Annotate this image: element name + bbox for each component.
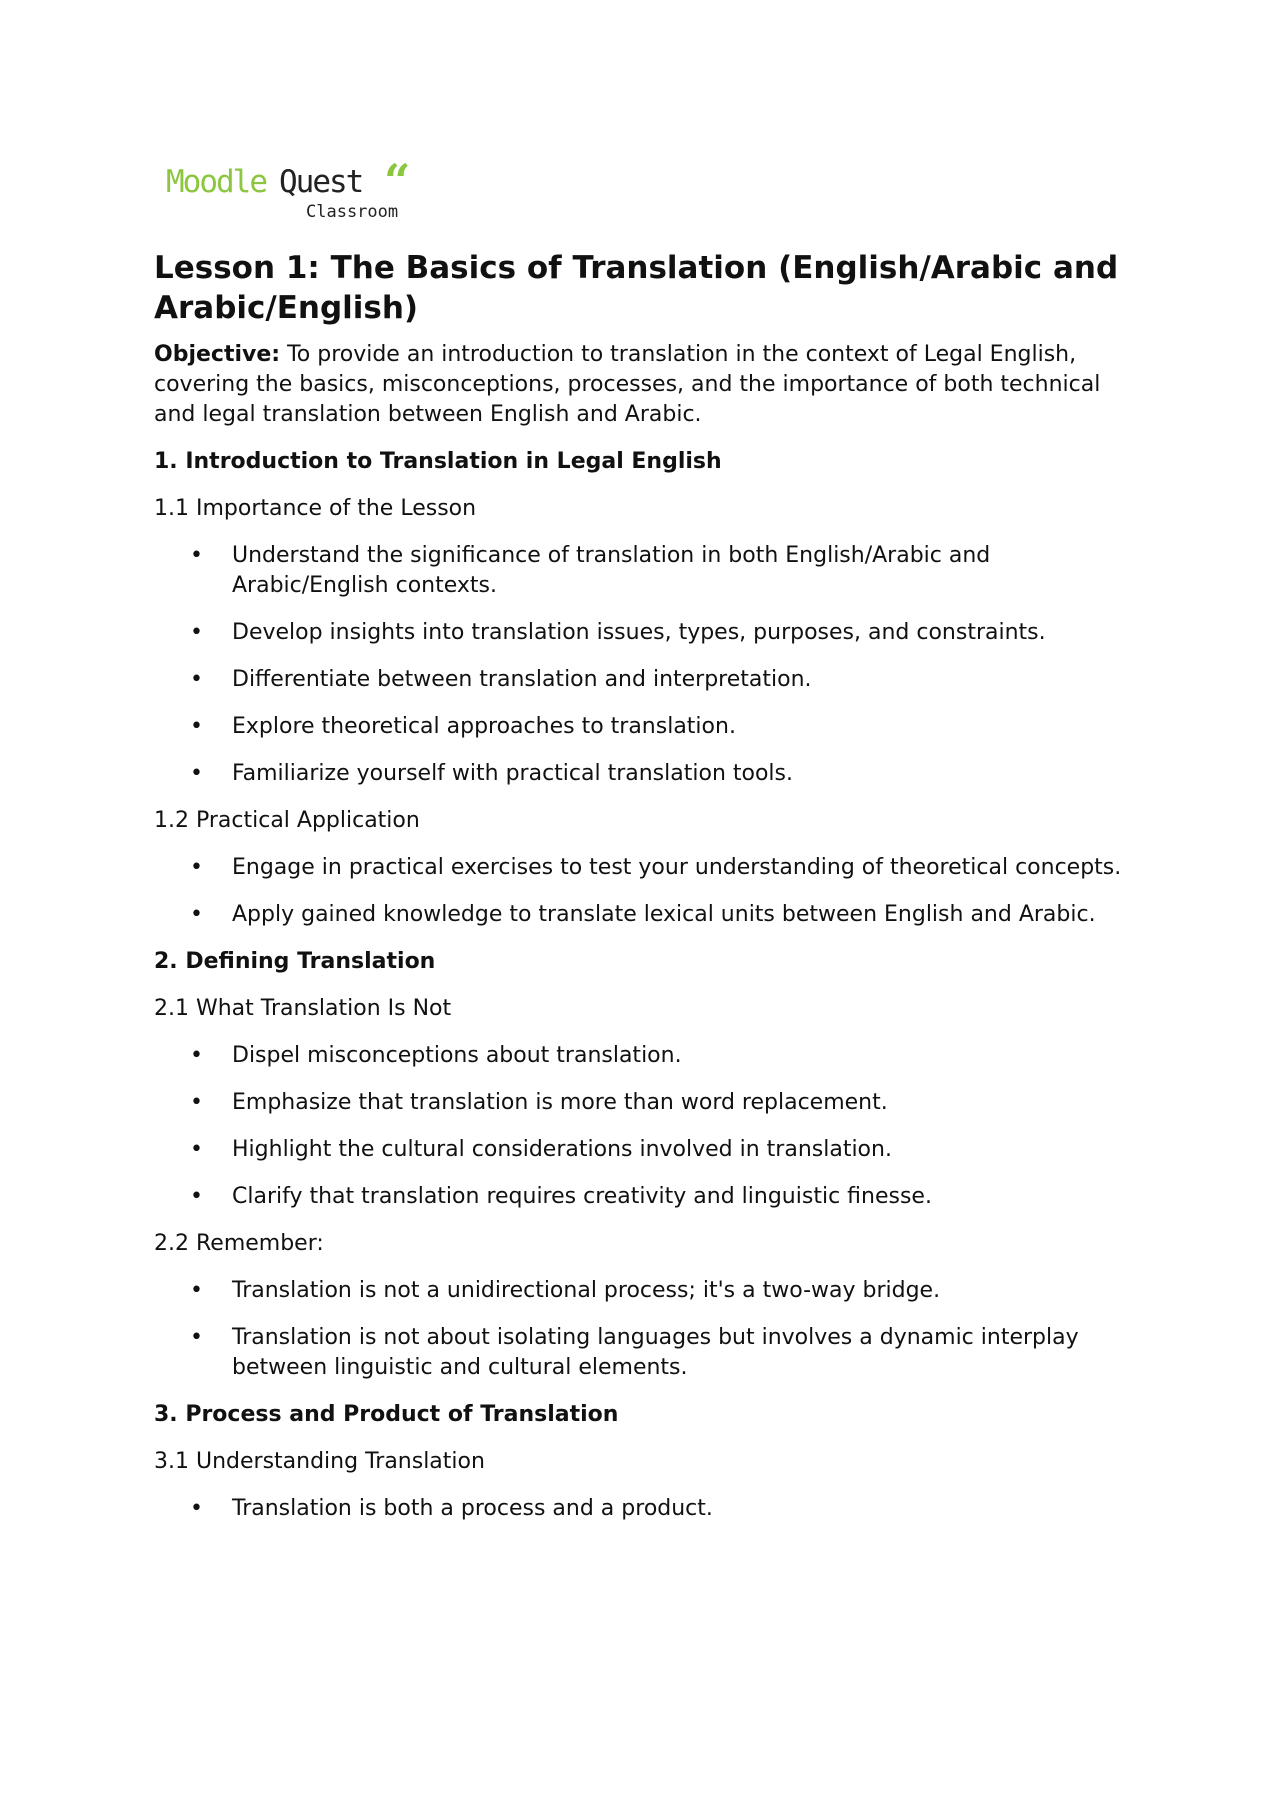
bullet-icon: • (190, 1325, 203, 1350)
list-item (154, 712, 1144, 742)
bullet-icon: • (190, 620, 203, 645)
bullet-icon: • (190, 1043, 203, 1068)
quote-icon: “ (384, 154, 411, 208)
section-heading-1: 1. Introduction to Translation in Legal English (154, 449, 722, 474)
subsection-title-1-2: 1.2 Practical Application (154, 808, 420, 833)
moodlequest-logo (166, 154, 426, 224)
subsection-title-2-1: 2.1 What Translation Is Not (154, 996, 452, 1021)
bullet-icon: • (190, 902, 203, 927)
objective-label: Objective: (154, 342, 281, 367)
subsection-title-1-1: 1.1 Importance of the Lesson (154, 496, 477, 521)
bullet-icon: • (190, 1278, 203, 1303)
list-item-text: Differentiate between translation and interpretation. (232, 667, 812, 692)
bullet-list-2-2 (154, 1276, 1144, 1383)
list-item (154, 1323, 1144, 1383)
list-item (154, 759, 1144, 789)
subsection-title-2-2: 2.2 Remember: (154, 1231, 324, 1256)
list-item-text: Develop insights into translation issues, types, purposes, and constraints. (232, 620, 1046, 645)
bullet-icon: • (190, 667, 203, 692)
bullet-list-1-1 (154, 541, 1144, 789)
bullet-icon: • (190, 855, 203, 880)
bullet-icon: • (190, 1496, 203, 1521)
list-item (154, 1182, 1144, 1212)
list-item (154, 900, 1144, 930)
bullet-icon: • (190, 1184, 203, 1209)
logo-text-classroom: Classroom (306, 202, 399, 222)
lesson-title: Lesson 1: The Basics of Translation (English/Arabic and Arabic/English) (154, 250, 1119, 326)
bullet-list-3-1 (154, 1494, 1144, 1524)
list-item (154, 1041, 1144, 1071)
subsection-title-3-1: 3.1 Understanding Translation (154, 1449, 485, 1474)
list-item (154, 665, 1144, 695)
list-item-text: Familiarize yourself with practical translation tools. (232, 761, 793, 786)
list-item-text: Highlight the cultural considerations involved in translation. (232, 1137, 892, 1162)
section-heading-3: 3. Process and Product of Translation (154, 1402, 619, 1427)
list-item-text: Translation is both a process and a product. (232, 1496, 713, 1521)
objective-paragraph (154, 340, 1144, 430)
list-item-text: Dispel misconceptions about translation. (232, 1043, 682, 1068)
bullet-icon: • (190, 1137, 203, 1162)
list-item-text: Emphasize that translation is more than word replacement. (232, 1090, 888, 1115)
list-item (154, 1135, 1144, 1165)
list-item (154, 618, 1144, 648)
bullet-icon: • (190, 543, 203, 568)
list-item (154, 1494, 1144, 1524)
bullet-list-2-1 (154, 1041, 1144, 1212)
list-item-text: Apply gained knowledge to translate lexical units between English and Arabic. (232, 902, 1096, 927)
logo-text-quest: Quest (279, 164, 363, 200)
list-item-text: Explore theoretical approaches to translation. (232, 714, 736, 739)
list-item (154, 541, 1144, 601)
bullet-list-1-2 (154, 853, 1144, 930)
list-item (154, 853, 1144, 883)
list-item-text: Translation is not a unidirectional process; it's a two-way bridge. (232, 1278, 941, 1303)
list-item (154, 1276, 1144, 1306)
list-item (154, 1088, 1144, 1118)
list-item-text: Engage in practical exercises to test your understanding of theoretical concepts. (232, 855, 1122, 880)
bullet-icon: • (190, 714, 203, 739)
bullet-icon: • (190, 1090, 203, 1115)
bullet-icon: • (190, 761, 203, 786)
objective-text: To provide an introduction to translation in the context of Legal English, covering the basics, misconceptions, processes, and the importance of both technical and legal translation between English and Arabic. (154, 342, 1101, 427)
logo-text-moodle: Moodle (166, 164, 266, 200)
section-heading-2: 2. Defining Translation (154, 949, 436, 974)
list-item-text: Translation is not about isolating languages but involves a dynamic interplay between linguistic and cultural elements. (232, 1325, 1079, 1380)
document-page (154, 154, 1144, 1541)
list-item-text: Clarify that translation requires creativity and linguistic finesse. (232, 1184, 932, 1209)
list-item-text: Understand the significance of translation in both English/Arabic and Arabic/English contexts. (232, 543, 991, 598)
